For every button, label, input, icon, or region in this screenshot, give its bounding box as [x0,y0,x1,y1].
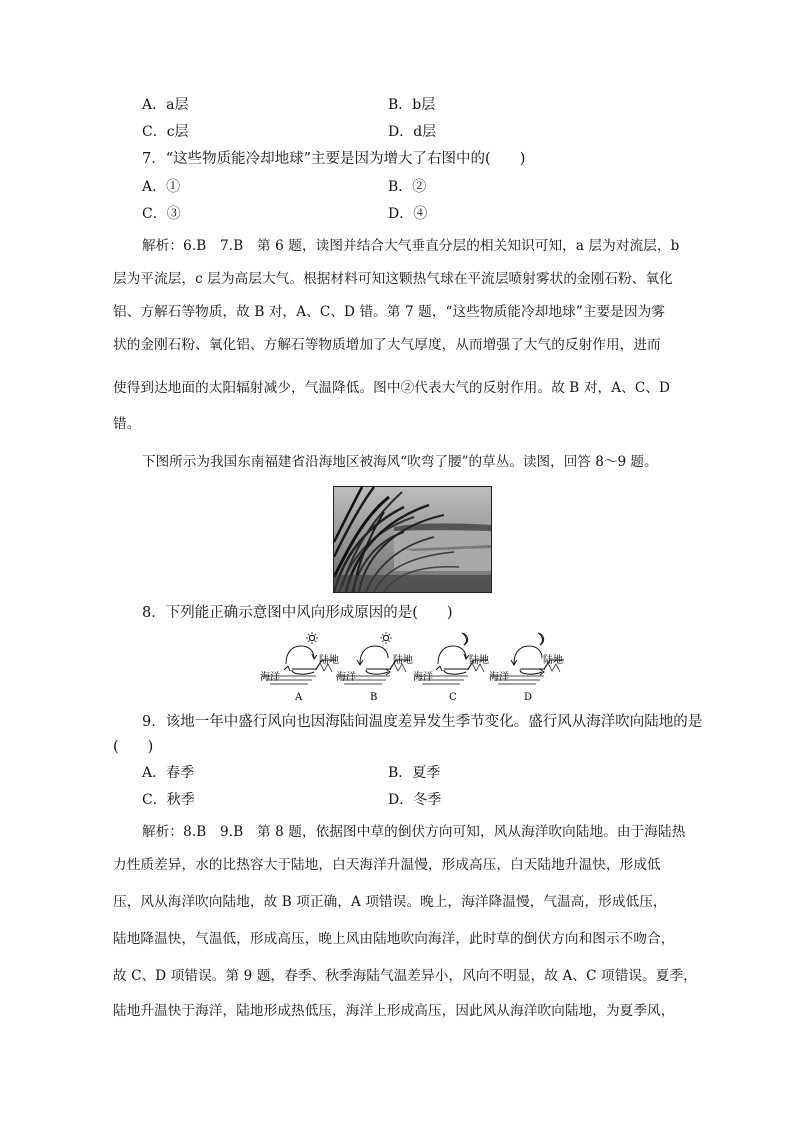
analysis-line: 铝、方解石等物质，故 B 对，A、C、D 错。第 7 题，“这些物质能冷却地球”主要是因为雾 [113,304,666,320]
analysis-line: 使得到达地面的太阳辐射减少，气温降低。图中②代表大气的反射作用。故 B 对，A、C、D [113,380,671,396]
analysis-line: 陆地降温快，气温低，形成高压，晚上风由陆地吹向海洋，此时草的倒伏方向和图示不吻合， [113,931,675,947]
ocean-label-a: 海洋 [260,672,280,683]
land-label-c: 陆地 [469,655,489,666]
sun-icon [306,632,318,644]
q7-option-b: B．② [388,179,427,195]
ocean-label-b: 海洋 [336,672,356,683]
panel-label-c: C [449,692,457,703]
q9-option-d: D．冬季 [388,792,442,808]
q9-option-a: A．春季 [142,765,195,781]
q7-stem: 7．“这些物质能冷却地球”主要是因为增大了右图中的( ) [142,151,526,167]
q6-option-a: A．a层 [142,97,189,113]
land-label-a: 陆地 [319,655,339,666]
q9-stem-line1: 9．该地一年中盛行风向也因海陆间温度差异发生季节变化。盛行风从海洋吹向陆地的是 [142,714,703,730]
analysis-line: 故 C、D 项错误。第 9 题，春季、秋季海陆气温差异小，风向不明显，故 A、C 项错误。夏季， [113,968,697,984]
panel-label-d: D [524,692,533,703]
q6-option-d: D．d层 [388,124,437,140]
grass-photo [333,486,492,593]
q7-option-d: D．④ [388,206,428,222]
analysis-line: 层为平流层，c 层为高层大气。根据材料可知这颗热气球在平流层喷射雾状的金刚石粉、氧化 [113,271,673,287]
analysis-line: 解析：6.B 7.B 第 6 题，读图并结合大气垂直分层的相关知识可知，a 层为对流层，b [142,238,680,254]
intro-text: 下图所示为我国东南福建省沿海地区被海风“吹弯了腰”的草丛。读图，回答 8～9 题。 [142,454,658,470]
sea-land-breeze-diagram [256,630,576,706]
q7-option-c: C．③ [142,206,181,222]
land-label-b: 陆地 [393,655,413,666]
analysis-line: 错。 [113,416,141,432]
analysis-line: 陆地升温快于海洋，陆地形成热低压，海洋上形成高压，因此风从海洋吹向陆地，为夏季风， [113,1003,675,1019]
analysis-line: 力性质差异，水的比热容大于陆地，白天海洋升温慢，形成高压，白天陆地升温快，形成低 [113,857,661,873]
q9-stem-line2: ( ) [113,739,154,755]
land-label-d: 陆地 [543,655,563,666]
panel-label-b: B [370,692,378,703]
analysis-line: 状的金刚石粉、氧化铝、方解石等物质增加了大气厚度，从而增强了大气的反射作用，进而 [113,337,661,353]
q9-option-c: C．秋季 [142,792,195,808]
ocean-label-c: 海洋 [413,672,433,683]
ocean-label-d: 海洋 [489,672,509,683]
q6-option-b: B．b层 [388,97,436,113]
q9-option-b: B．夏季 [388,765,441,781]
analysis-line: 解析：8.B 9.B 第 8 题，依据图中草的倒伏方向可知，风从海洋吹向陆地。由于海陆热 [142,824,686,840]
q8-stem: 8．下列能正确示意图中风向形成原因的是( ) [142,605,453,621]
analysis-line: 压，风从海洋吹向陆地，故 B 项正确，A 项错误。晚上，海洋降温慢，气温高，形成低压， [113,894,667,910]
moon-icon [538,633,544,645]
q6-option-c: C．c层 [142,124,189,140]
sun-icon [380,632,392,644]
moon-icon [462,633,468,645]
panel-label-a: A [295,692,303,703]
q7-option-a: A．① [142,179,181,195]
